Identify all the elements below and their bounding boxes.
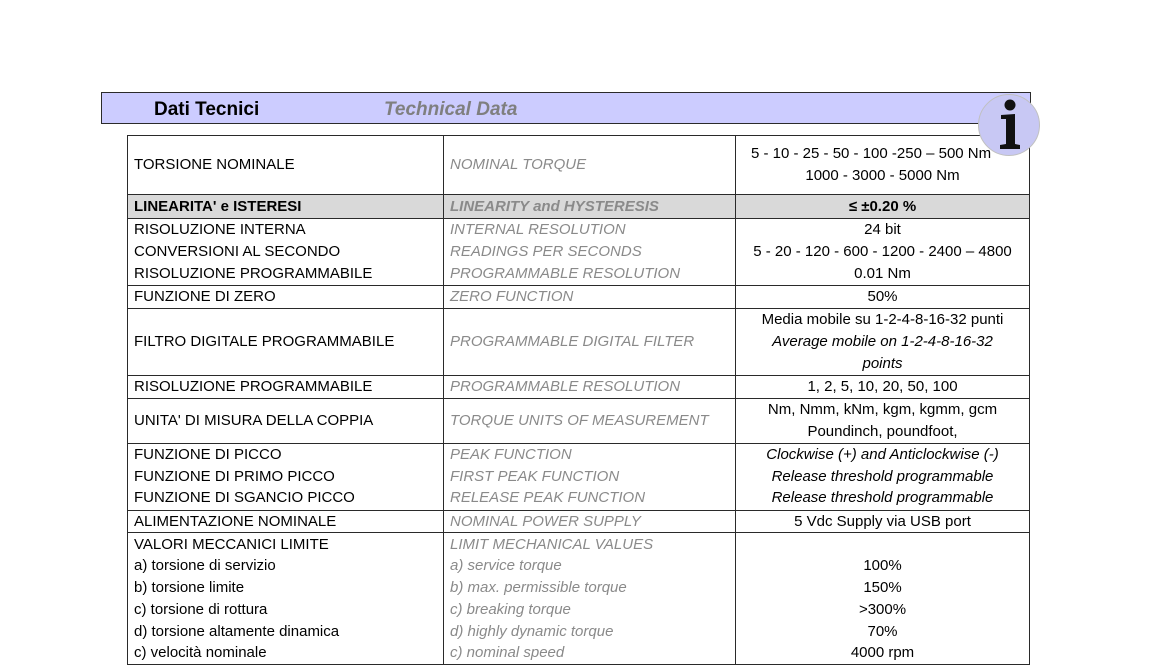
param-en: NOMINAL POWER SUPPLY — [444, 510, 736, 533]
param-value: 100% 150% >300% 70% 4000 rpm — [736, 533, 1030, 665]
table-row — [128, 286, 1030, 309]
param-en: INTERNAL RESOLUTION READINGS PER SECONDS PROGRAMMABLE RESOLUTION — [444, 219, 736, 286]
param-en: TORQUE UNITS OF MEASUREMENT — [444, 398, 736, 443]
param-it: LINEARITA' e ISTERESI — [128, 195, 444, 219]
param-value: 50% — [736, 286, 1030, 309]
param-value: 5 - 10 - 25 - 50 - 100 -250 – 500 Nm 1000 - 3000 - 5000 Nm — [736, 136, 1030, 195]
table-row — [128, 398, 1030, 443]
param-en: PROGRAMMABLE DIGITAL FILTER — [444, 308, 736, 375]
param-en: PROGRAMMABLE RESOLUTION — [444, 375, 736, 398]
param-en: PEAK FUNCTION FIRST PEAK FUNCTION RELEASE PEAK FUNCTION — [444, 443, 736, 510]
section-title-italian: Dati Tecnici — [154, 99, 260, 120]
table-row — [128, 443, 1030, 510]
table-row — [128, 510, 1030, 533]
param-value: Media mobile su 1-2-4-8-16-32 punti Average mobile on 1-2-4-8-16-32 points — [736, 308, 1030, 375]
param-it: TORSIONE NOMINALE — [128, 136, 444, 195]
table-row — [128, 136, 1030, 195]
param-it: FILTRO DIGITALE PROGRAMMABILE — [128, 308, 444, 375]
param-value: ≤ ±0.20 % — [736, 195, 1030, 219]
table-row — [128, 375, 1030, 398]
param-value: 5 Vdc Supply via USB port — [736, 510, 1030, 533]
param-it: ALIMENTAZIONE NOMINALE — [128, 510, 444, 533]
param-en: LINEARITY and HYSTERESIS — [444, 195, 736, 219]
section-header — [101, 92, 1031, 124]
param-value: Nm, Nmm, kNm, kgm, kgmm, gcm Poundinch, poundfoot, — [736, 398, 1030, 443]
table-row — [128, 195, 1030, 219]
param-it: VALORI MECCANICI LIMITE a) torsione di servizio b) torsione limite c) torsione di rottura d) torsione altamente dinamica c) velocità nominale — [128, 533, 444, 665]
param-en: NOMINAL TORQUE — [444, 136, 736, 195]
param-it: RISOLUZIONE INTERNA CONVERSIONI AL SECONDO RISOLUZIONE PROGRAMMABILE — [128, 219, 444, 286]
param-en: ZERO FUNCTION — [444, 286, 736, 309]
table-row — [128, 219, 1030, 286]
table-row — [128, 533, 1030, 665]
param-value: 1, 2, 5, 10, 20, 50, 100 — [736, 375, 1030, 398]
section-title-english: Technical Data — [384, 99, 518, 120]
table-row — [128, 308, 1030, 375]
info-icon — [978, 94, 1040, 156]
param-it: FUNZIONE DI PICCO FUNZIONE DI PRIMO PICCO FUNZIONE DI SGANCIO PICCO — [128, 443, 444, 510]
param-it: RISOLUZIONE PROGRAMMABILE — [128, 375, 444, 398]
param-en: LIMIT MECHANICAL VALUES a) service torque b) max. permissible torque c) breaking torque d) highly dynamic torque c) nominal speed — [444, 533, 736, 665]
technical-data-table — [127, 135, 1030, 665]
param-it: FUNZIONE DI ZERO — [128, 286, 444, 309]
param-it: UNITA' DI MISURA DELLA COPPIA — [128, 398, 444, 443]
param-value: 24 bit 5 - 20 - 120 - 600 - 1200 - 2400 – 4800 0.01 Nm — [736, 219, 1030, 286]
param-value: Clockwise (+) and Anticlockwise (-) Release threshold programmable Release threshold programmable — [736, 443, 1030, 510]
